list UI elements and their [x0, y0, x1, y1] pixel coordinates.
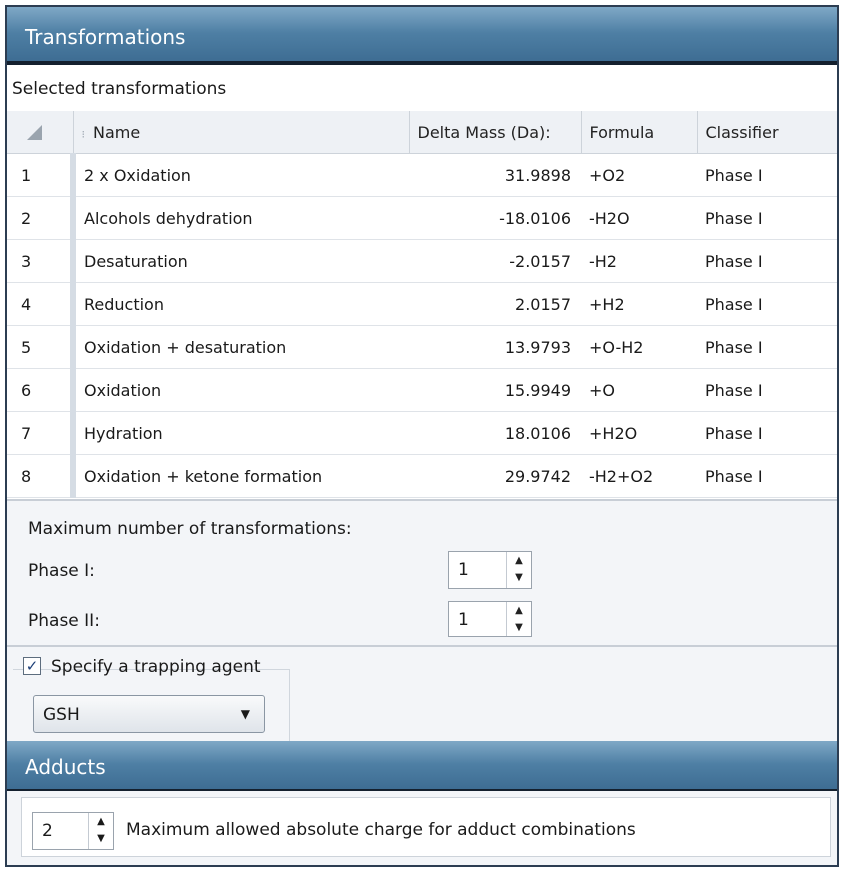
row-classifier: Phase I — [697, 369, 837, 412]
row-delta-mass: 13.9793 — [409, 326, 581, 369]
stepper-down-icon[interactable]: ▼ — [97, 833, 105, 844]
row-name: Alcohols dehydration — [73, 197, 409, 240]
table-row[interactable] — [7, 154, 837, 197]
max-charge-label: Maximum allowed absolute charge for adduct combinations — [126, 820, 636, 840]
row-formula: -H2+O2 — [581, 455, 697, 498]
row-delta-mass: 2.0157 — [409, 283, 581, 326]
max-charge-stepper[interactable] — [32, 812, 114, 850]
row-name: Hydration — [73, 412, 409, 455]
stepper-down-icon[interactable]: ▼ — [515, 572, 523, 583]
row-delta-mass: 18.0106 — [409, 412, 581, 455]
adducts-panel — [21, 797, 831, 857]
trapping-agent-label[interactable]: Specify a trapping agent — [51, 657, 261, 677]
row-classifier: Phase I — [697, 283, 837, 326]
select-all-icon — [27, 125, 42, 140]
column-header-classifier[interactable]: Classifier — [697, 111, 837, 154]
column-grip-icon: ⁝ — [81, 127, 85, 141]
row-index: 7 — [7, 412, 73, 455]
phase2-stepper-arrows[interactable] — [506, 602, 531, 636]
column-header-delta-mass[interactable]: Delta Mass (Da): — [409, 111, 581, 154]
row-name: Oxidation + ketone formation — [73, 455, 409, 498]
max-transformations-title: Maximum number of transformations: — [28, 519, 352, 539]
selected-transformations-area — [7, 65, 837, 499]
table-row[interactable] — [7, 326, 837, 369]
transformations-panel — [5, 5, 839, 867]
row-classifier: Phase I — [697, 455, 837, 498]
chevron-down-icon: ▼ — [240, 707, 250, 721]
phase2-label: Phase II: — [28, 611, 100, 631]
phase2-stepper[interactable] — [448, 601, 532, 637]
max-charge-stepper-arrows[interactable] — [88, 813, 113, 849]
row-classifier: Phase I — [697, 412, 837, 455]
stepper-up-icon[interactable]: ▲ — [97, 816, 105, 827]
transformations-header: Transformations — [7, 7, 837, 65]
stepper-up-icon[interactable]: ▲ — [515, 605, 523, 616]
row-name: Reduction — [73, 283, 409, 326]
stepper-down-icon[interactable]: ▼ — [515, 622, 523, 633]
table-row[interactable] — [7, 412, 837, 455]
row-delta-mass: -18.0106 — [409, 197, 581, 240]
row-name: Oxidation — [73, 369, 409, 412]
row-delta-mass: 29.9742 — [409, 455, 581, 498]
phase2-value: 1 — [458, 610, 469, 630]
row-formula: +H2O — [581, 412, 697, 455]
max-charge-value: 2 — [42, 821, 53, 841]
row-name: Oxidation + desaturation — [73, 326, 409, 369]
row-formula: +H2 — [581, 283, 697, 326]
row-index: 3 — [7, 240, 73, 283]
row-index: 8 — [7, 455, 73, 498]
trapping-agent-checkbox[interactable] — [23, 657, 41, 675]
table-row[interactable] — [7, 369, 837, 412]
row-index: 4 — [7, 283, 73, 326]
row-formula: -H2O — [581, 197, 697, 240]
row-classifier: Phase I — [697, 197, 837, 240]
select-all-corner[interactable] — [7, 111, 73, 154]
row-formula: +O — [581, 369, 697, 412]
row-formula: -H2 — [581, 240, 697, 283]
row-delta-mass: 31.9898 — [409, 154, 581, 197]
row-delta-mass: -2.0157 — [409, 240, 581, 283]
max-transformations-panel — [7, 499, 837, 639]
table-row[interactable] — [7, 283, 837, 326]
column-header-name[interactable]: ⁝ Name — [73, 111, 409, 154]
trapping-agent-value: GSH — [43, 705, 80, 725]
adducts-header: Adducts — [7, 741, 837, 791]
row-index: 5 — [7, 326, 73, 369]
row-delta-mass: 15.9949 — [409, 369, 581, 412]
stepper-up-icon[interactable]: ▲ — [515, 555, 523, 566]
trapping-agent-panel — [7, 645, 837, 741]
row-formula: +O2 — [581, 154, 697, 197]
row-name: Desaturation — [73, 240, 409, 283]
row-classifier: Phase I — [697, 326, 837, 369]
row-name: 2 x Oxidation — [73, 154, 409, 197]
phase1-stepper-arrows[interactable] — [506, 552, 531, 588]
trapping-agent-select[interactable] — [33, 695, 265, 733]
phase1-stepper[interactable] — [448, 551, 532, 589]
table-row[interactable] — [7, 197, 837, 240]
column-header-formula[interactable]: Formula — [581, 111, 697, 154]
checkmark-icon: ✓ — [25, 657, 39, 675]
row-index: 1 — [7, 154, 73, 197]
phase1-value: 1 — [458, 560, 469, 580]
row-classifier: Phase I — [697, 154, 837, 197]
table-row[interactable] — [7, 455, 837, 498]
phase1-label: Phase I: — [28, 561, 95, 581]
row-formula: +O-H2 — [581, 326, 697, 369]
row-index: 6 — [7, 369, 73, 412]
transformations-table — [7, 111, 838, 498]
selected-transformations-label: Selected transformations — [12, 79, 227, 99]
row-classifier: Phase I — [697, 240, 837, 283]
row-index: 2 — [7, 197, 73, 240]
table-row[interactable] — [7, 240, 837, 283]
